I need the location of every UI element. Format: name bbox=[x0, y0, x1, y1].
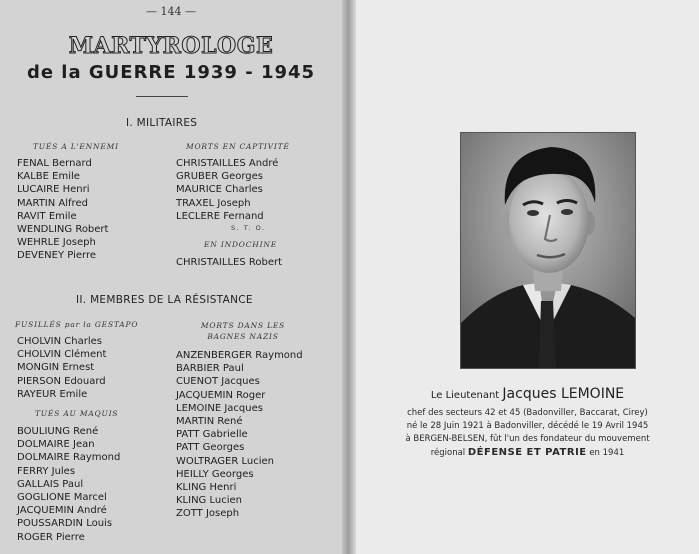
list-item: MARTIN René bbox=[176, 416, 243, 428]
list-item: KALBE Emile bbox=[17, 171, 80, 183]
book-gutter bbox=[342, 0, 356, 554]
group-label-bagnes-line1: MORTS DANS LES bbox=[200, 321, 286, 330]
group-label-tues-ennemi: TUÉS A L'ENNEMI bbox=[33, 142, 119, 151]
list-tues-ennemi bbox=[17, 157, 108, 263]
list-item: DOLMAIRE Jean bbox=[17, 439, 95, 451]
list-item: HEILLY Georges bbox=[176, 468, 254, 480]
caption-line4-bold: DÉFENSE ET PATRIE bbox=[467, 447, 587, 458]
list-item: CUENOT Jacques bbox=[176, 376, 260, 388]
list-item: POUSSARDIN Louis bbox=[17, 518, 113, 530]
portrait-caption-title bbox=[356, 386, 699, 402]
group-label-bagnes-nazis bbox=[188, 320, 298, 342]
caption-line-3: à BERGEN-BELSEN, fût l'un des fondateur du mouvement bbox=[405, 434, 650, 444]
section-heading-militaires: I. MILITAIRES bbox=[126, 117, 198, 129]
list-item: PATT Gabrielle bbox=[176, 429, 248, 441]
list-item: MARTIN Alfred bbox=[17, 197, 88, 209]
section-heading-resistance: II. MEMBRES DE LA RÉSISTANCE bbox=[76, 294, 253, 306]
list-item: CHRISTAILLES André bbox=[176, 158, 279, 169]
list-item: CHOLVIN Clément bbox=[17, 349, 107, 361]
caption-line-1: chef des secteurs 42 et 45 (Badonviller, Baccarat, Cirey) bbox=[407, 408, 648, 418]
list-item: MAURICE Charles bbox=[176, 184, 263, 196]
list-item: BARBIER Paul bbox=[176, 363, 244, 375]
caption-line4-post: en 1941 bbox=[589, 448, 625, 458]
list-item: ROGER Pierre bbox=[17, 531, 85, 543]
page-number: — 144 — bbox=[146, 5, 196, 18]
list-item: LECLERE Fernand bbox=[176, 210, 264, 222]
list-item: DOLMAIRE Raymond bbox=[17, 452, 121, 464]
page-title: MARTYROLOGE bbox=[68, 33, 274, 59]
list-item: PIERSON Edouard bbox=[17, 375, 106, 387]
list-item: LEMOINE Jacques bbox=[176, 402, 263, 414]
list-item: MONGIN Ernest bbox=[17, 362, 95, 374]
list-indochine bbox=[176, 256, 282, 269]
list-bagnes-nazis bbox=[176, 349, 303, 521]
page-subtitle: de la GUERRE 1939 - 1945 bbox=[26, 62, 316, 83]
caption-name: Jacques LEMOINE bbox=[502, 386, 625, 402]
list-fusilles bbox=[17, 335, 106, 401]
caption-line-2: né le 28 Juin 1921 à Badonviller, décédé le 19 Avril 1945 bbox=[406, 421, 649, 431]
list-item: JACQUEMIN Roger bbox=[176, 389, 266, 401]
list-item: CHRISTAILLES Robert bbox=[176, 257, 283, 268]
list-item: WENDLING Robert bbox=[17, 224, 109, 236]
caption-prefix: Le Lieutenant bbox=[430, 390, 500, 401]
list-item: FENAL Bernard bbox=[17, 158, 92, 169]
caption-line4-pre: régional bbox=[430, 448, 466, 458]
list-item: GALLAIS Paul bbox=[17, 478, 84, 490]
portrait-photo bbox=[460, 132, 636, 369]
list-morts-captivite bbox=[176, 157, 278, 223]
list-item: LUCAIRE Henri bbox=[17, 184, 90, 196]
title-divider bbox=[136, 96, 188, 97]
list-item: BOULIUNG René bbox=[17, 426, 99, 437]
list-item: RAYEUR Emile bbox=[17, 388, 88, 400]
caption-line-4 bbox=[356, 447, 699, 458]
list-maquis bbox=[17, 425, 120, 544]
list-item: ZOTT Joseph bbox=[176, 508, 240, 520]
list-item: TRAXEL Joseph bbox=[176, 197, 251, 209]
group-label-indochine: EN INDOCHINE bbox=[204, 240, 277, 249]
group-label-fusilles: FUSILLÉS par la GESTAPO bbox=[15, 320, 139, 329]
list-item: GOGLIONE Marcel bbox=[17, 492, 107, 504]
portrait-illustration bbox=[461, 133, 635, 368]
group-label-maquis: TUÉS AU MAQUIS bbox=[35, 409, 119, 418]
list-item: CHOLVIN Charles bbox=[17, 336, 102, 347]
list-item: KLING Henri bbox=[176, 482, 237, 494]
list-item: RAVIT Emile bbox=[17, 210, 77, 222]
sto-label: S. T. O. bbox=[231, 224, 266, 232]
list-item: GRUBER Georges bbox=[176, 171, 263, 183]
list-item: WOLTRAGER Lucien bbox=[176, 455, 274, 467]
group-label-morts-captivite: MORTS EN CAPTIVITÉ bbox=[186, 142, 290, 151]
list-item: KLING Lucien bbox=[176, 495, 242, 507]
list-item: DEVENEY Pierre bbox=[17, 250, 96, 262]
list-item: PATT Georges bbox=[176, 442, 245, 454]
list-item: FERRY Jules bbox=[17, 465, 76, 477]
list-item: JACQUEMIN André bbox=[17, 505, 107, 517]
group-label-bagnes-line2: BAGNES NAZIS bbox=[207, 332, 279, 341]
list-item: ANZENBERGER Raymond bbox=[176, 350, 303, 361]
list-item: WEHRLE Joseph bbox=[17, 237, 96, 249]
